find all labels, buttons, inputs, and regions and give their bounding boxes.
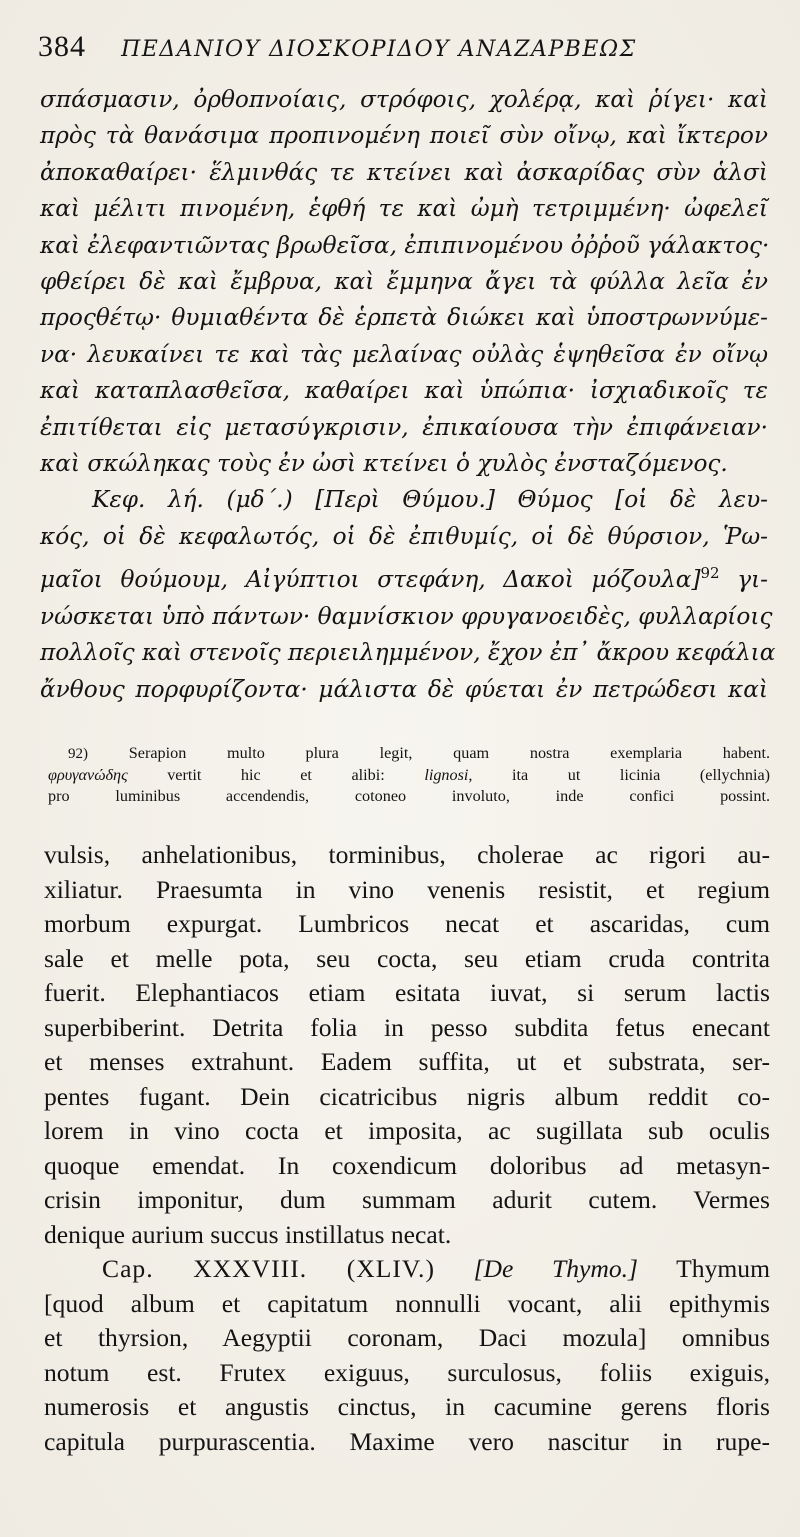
- latin-chapter-text: Thymum: [676, 1254, 771, 1283]
- greek-chapter-title: [Περὶ Θύμου.]: [315, 486, 495, 514]
- latin-text: [44, 838, 770, 1459]
- latin-line: crisin imponitur, dum summam adurit cutem. Vermes: [44, 1185, 770, 1214]
- greek-line-tail: γι-: [737, 566, 769, 594]
- latin-line: fuerit. Elephantiacos etiam esitata iuvat, si serum lactis: [44, 978, 770, 1007]
- greek-text: [40, 82, 776, 708]
- latin-line: sale et melle pota, seu cocta, seu etiam cruda contrita: [44, 943, 770, 973]
- latin-line: xiliatur. Praesumta in vino venenis resistit, et regium: [44, 874, 770, 904]
- greek-chapter-text: Θύμος [οἱ δὲ λευ-: [517, 486, 769, 514]
- page-header: [38, 30, 778, 74]
- greek-line: καὶ μέλιτι πινομένη, ἑφθή τε καὶ ὠμὴ τετριμμένη· ὠφελεῖ: [40, 195, 768, 223]
- latin-line: vulsis, anhelationibus, torminibus, cholerae ac rigori au-: [44, 840, 770, 869]
- footnote-marker: 92): [68, 746, 88, 762]
- latin-line: denique aurium succus instillatus necat.: [44, 1219, 452, 1249]
- greek-line: ἐπιτίθεται εἰς μετασύγκρισιν, ἐπικαίουσα τὴν ἐπιφάνειαν·: [40, 413, 768, 441]
- greek-line: πολλοῖς καὶ στενοῖς περιειλημμένον, ἔχον ἐπ᾽ ἄκρου κεφάλια: [40, 639, 776, 667]
- latin-line: pentes fugant. Dein cicatricibus nigris album reddit co-: [44, 1081, 770, 1111]
- latin-chapter-heading: [44, 1252, 770, 1287]
- greek-line: προςθέτῳ· θυμιαθέντα δὲ ἑρπετὰ διώκει καὶ ὑποστρωννύμε-: [40, 304, 768, 332]
- greek-chapter-heading: [40, 482, 768, 518]
- footnote-text: ita ut licinia (ellychnia): [512, 766, 771, 784]
- latin-chapter-title: [De Thymo.]: [473, 1254, 639, 1283]
- greek-line: φθείρει δὲ καὶ ἔμβρυα, καὶ ἔμμηνα ἄγει τὰ φύλλα λεῖα ἐν: [40, 268, 768, 296]
- latin-line: et thyrsion, Aegyptii coronam, Daci mozula] omnibus: [44, 1323, 770, 1352]
- greek-line: καὶ σκώληκας τοὺς ἐν ὠσὶ κτείνει ὁ χυλὸς ἐνσταζόμενος.: [40, 450, 728, 478]
- footnote-line: pro luminibus accendendis, cotoneo involuto, inde confici possint.: [48, 787, 770, 805]
- greek-line: να· λευκαίνει τε καὶ τὰς μελαίνας οὐλὰς ἑψηθεῖσα ἐν οἴνῳ: [40, 340, 768, 368]
- latin-chapter-number: Cap. XXXVIII. (XLIV.): [102, 1254, 435, 1283]
- footnote-line: [48, 743, 770, 765]
- greek-line: νώσκεται ὑπὸ πάντων· θαμνίσκιον φρυγανοειδὲς, φυλλαρίοις: [40, 602, 773, 630]
- footnote-reference: 92: [700, 564, 720, 583]
- footnote-greek-word: φρυγανώδης: [48, 766, 128, 784]
- greek-line: πρὸς τὰ θανάσιμα προπινομένη ποιεῖ σὺν οἴνῳ, καὶ ἴκτερον: [40, 122, 768, 150]
- greek-line-with-footnote: [40, 555, 768, 598]
- footnote-text: vertit hic et alibi:: [167, 766, 385, 784]
- greek-line: ἄνθους πορφυρίζοντα· μάλιστα δὲ φύεται ἐν πετρώδεσι καὶ: [40, 675, 768, 703]
- latin-line: morbum expurgat. Lumbricos necat et ascaridas, cum: [44, 909, 770, 938]
- latin-line: lorem in vino cocta et imposita, ac sugillata sub oculis: [44, 1116, 770, 1145]
- greek-line: καὶ ἐλεφαντιῶντας βρωθεῖσα, ἐπιπινομένου ὀῤῥοῦ γάλακτος·: [40, 231, 770, 259]
- greek-line: κός, οἱ δὲ κεφαλωτός, οἱ δὲ ἐπιθυμίς, οἱ δὲ θύρσιον, Ῥω-: [40, 522, 768, 550]
- greek-line: καὶ καταπλασθεῖσα, καθαίρει καὶ ὑπώπια· ἰσχιαδικοῖς τε: [40, 377, 768, 405]
- latin-line: [quod album et capitatum nonnulli vocant, alii epithymis: [44, 1288, 770, 1318]
- latin-line: notum est. Frutex exiguus, surculosus, foliis exiguis,: [44, 1357, 770, 1387]
- greek-line: σπάσμασιν, ὀρθοπνοίαις, στρόφοις, χολέρᾳ, καὶ ῥίγει· καὶ: [40, 86, 768, 113]
- latin-line: capitula purpurascentia. Maxime vero nascitur in rupe-: [44, 1426, 770, 1456]
- greek-line-text: μαῖοι θούμουμ, Αἰγύπτιοι στεφάνη, Δακοὶ μόζουλα]: [40, 566, 701, 594]
- running-title: ΠΕΔΑΝΙΟΥ ΔΙΟΣΚΟΡΙΔΟΥ ΑΝΑΖΑΡΒΕΩΣ: [121, 37, 637, 62]
- footnote: [48, 743, 770, 807]
- footnote-italic-word: lignosi,: [424, 766, 473, 784]
- latin-line: quoque emendat. In coxendicum doloribus ad metasyn-: [44, 1150, 770, 1180]
- footnote-line: [48, 765, 770, 786]
- greek-chapter-number: Κεφ. λή. (μδ΄.): [92, 486, 293, 514]
- latin-line: et menses extrahunt. Eadem suffita, ut et substrata, ser-: [44, 1047, 770, 1076]
- latin-line: numerosis et angustis cinctus, in cacumine gerens floris: [44, 1392, 770, 1421]
- greek-line: ἀποκαθαίρει· ἕλμινθάς τε κτείνει καὶ ἀσκαρίδας σὺν ἁλσὶ: [40, 158, 768, 186]
- page-number: 384: [38, 30, 86, 63]
- latin-line: superbiberint. Detrita folia in pesso subdita fetus enecant: [44, 1012, 770, 1042]
- footnote-text: Serapion multo plura legit, quam nostra exemplaria habent.: [128, 744, 771, 762]
